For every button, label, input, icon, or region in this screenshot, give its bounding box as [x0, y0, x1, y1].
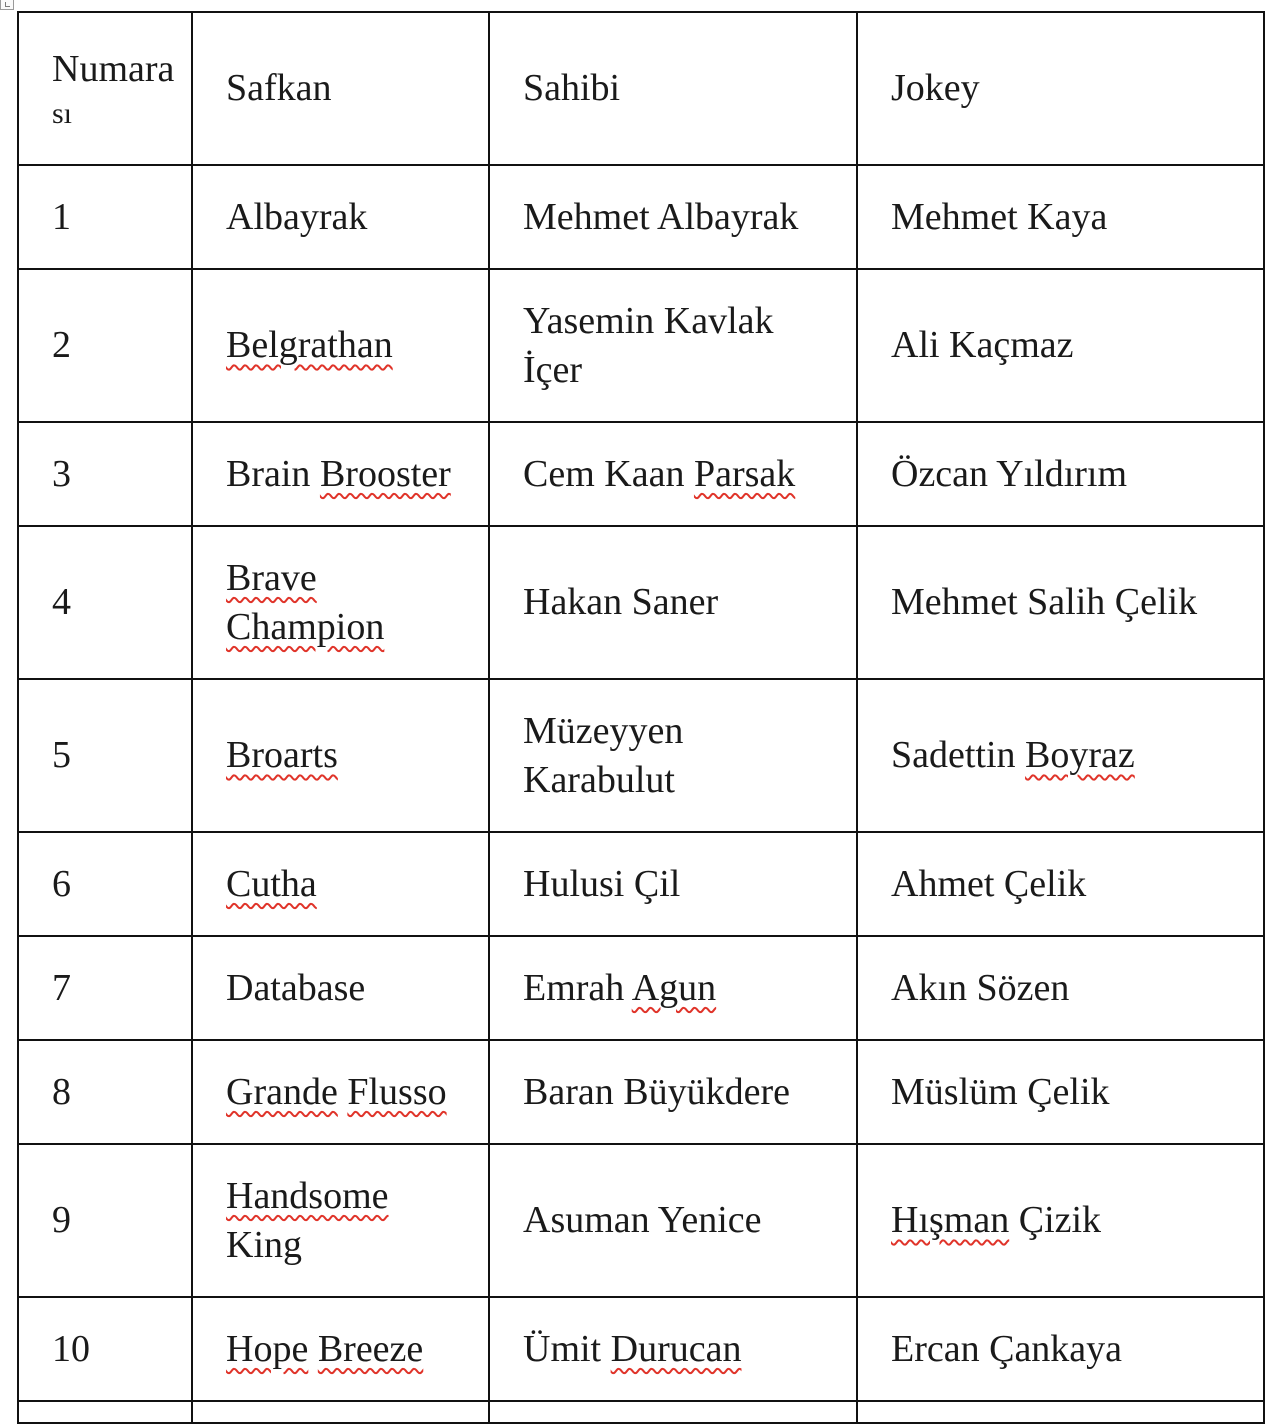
cell-sahibi[interactable]: Hakan Saner — [489, 526, 857, 679]
cell-jokey[interactable]: Mehmet Salih Çelik — [857, 526, 1264, 679]
cell-jokey[interactable] — [857, 679, 1264, 832]
cell-safkan-part1: Grande — [226, 1070, 338, 1113]
cell-jokey[interactable]: Ali Kaçmaz — [857, 269, 1264, 422]
cell-safkan[interactable] — [192, 1297, 489, 1401]
cell-safkan-line1: Handsome — [226, 1174, 389, 1217]
cell-safkan[interactable] — [192, 1040, 489, 1144]
cell-safkan-part2: Brooster — [319, 452, 451, 495]
cell-numara[interactable]: 6 — [18, 832, 192, 936]
cell-sahibi-part2: Durucan — [610, 1327, 742, 1370]
cell-sahibi-line2: İçer — [523, 348, 583, 391]
cell-safkan[interactable] — [192, 526, 489, 679]
table-header-row — [18, 12, 1264, 165]
cell-numara[interactable]: 8 — [18, 1040, 192, 1144]
cell-jokey-part1: Sadettin — [891, 734, 1016, 776]
cell-jokey[interactable]: Ahmet Çelik — [857, 832, 1264, 936]
cell-sahibi[interactable] — [489, 269, 857, 422]
cell-safkan[interactable] — [192, 422, 489, 526]
cell-sahibi[interactable]: Hulusi Çil — [489, 832, 857, 936]
cell-safkan[interactable]: Albayrak — [192, 165, 489, 269]
cell-sahibi-part2: Parsak — [693, 452, 796, 495]
cell-safkan-part1: Brain — [226, 452, 311, 495]
cell-safkan[interactable] — [192, 1401, 489, 1423]
cell-numara[interactable]: 5 — [18, 679, 192, 832]
cell-safkan-text: Cutha — [226, 862, 317, 905]
cell-safkan-part1: Hope — [226, 1327, 309, 1370]
cell-sahibi-part2: Agun — [631, 966, 717, 1009]
cell-jokey[interactable]: Mehmet Kaya — [857, 165, 1264, 269]
table-row — [18, 832, 1264, 936]
cell-numara[interactable]: 7 — [18, 936, 192, 1040]
cell-jokey[interactable]: Müslüm Çelik — [857, 1040, 1264, 1144]
cell-safkan-part2: Flusso — [347, 1070, 447, 1113]
cell-sahibi-line2: Karabulut — [523, 758, 675, 801]
cell-safkan-line2: Champion — [226, 605, 385, 648]
cell-numara[interactable]: 4 — [18, 526, 192, 679]
table-row — [18, 165, 1264, 269]
cell-safkan-line1: Brave — [226, 556, 317, 599]
cell-safkan[interactable] — [192, 269, 489, 422]
cell-safkan[interactable]: Database — [192, 936, 489, 1040]
cell-sahibi[interactable] — [489, 936, 857, 1040]
header-numara[interactable] — [18, 12, 192, 165]
table-row — [18, 422, 1264, 526]
header-sahibi[interactable]: Sahibi — [489, 12, 857, 165]
table-row — [18, 1297, 1264, 1401]
cell-sahibi-line1: Yasemin Kavlak — [523, 299, 774, 342]
cell-jokey-part2: Çizik — [1018, 1199, 1102, 1241]
cell-safkan-line2: King — [226, 1223, 302, 1266]
horse-race-table — [17, 11, 1265, 1424]
cell-jokey[interactable]: Akın Sözen — [857, 936, 1264, 1040]
table-row-partial — [18, 1401, 1264, 1423]
table-row — [18, 936, 1264, 1040]
cell-safkan[interactable] — [192, 1144, 489, 1297]
table-row — [18, 269, 1264, 422]
cell-jokey-part1: Hışman — [891, 1199, 1010, 1241]
cell-sahibi-part1: Ümit — [523, 1327, 602, 1370]
cell-numara[interactable]: 1 — [18, 165, 192, 269]
table-row — [18, 526, 1264, 679]
cell-jokey[interactable]: Ercan Çankaya — [857, 1297, 1264, 1401]
cell-safkan[interactable] — [192, 832, 489, 936]
header-safkan[interactable]: Safkan — [192, 12, 489, 165]
header-jokey[interactable]: Jokey — [857, 12, 1264, 165]
table-row — [18, 1144, 1264, 1297]
cell-numara[interactable] — [18, 1401, 192, 1423]
cell-sahibi[interactable]: Mehmet Albayrak — [489, 165, 857, 269]
cell-sahibi[interactable] — [489, 422, 857, 526]
cell-numara[interactable]: 2 — [18, 269, 192, 422]
cell-safkan-part2: Breeze — [317, 1327, 424, 1370]
cell-sahibi[interactable]: Asuman Yenice — [489, 1144, 857, 1297]
cell-sahibi-part1: Cem Kaan — [523, 452, 685, 495]
cell-jokey-part2: Boyraz — [1025, 734, 1135, 776]
header-numara-line2: sı — [52, 96, 73, 130]
cell-safkan-text: Broarts — [226, 734, 338, 776]
cell-jokey[interactable] — [857, 1401, 1264, 1423]
cell-sahibi[interactable] — [489, 1297, 857, 1401]
cell-numara[interactable]: 3 — [18, 422, 192, 526]
header-numara-line1: Numara — [52, 47, 175, 90]
cell-numara[interactable]: 10 — [18, 1297, 192, 1401]
cell-sahibi[interactable] — [489, 1401, 857, 1423]
cell-sahibi[interactable]: Baran Büyükdere — [489, 1040, 857, 1144]
cell-safkan-text: Belgrathan — [226, 324, 393, 366]
cell-sahibi-part1: Emrah — [523, 966, 625, 1009]
table-row — [18, 1040, 1264, 1144]
cell-sahibi-line1: Müzeyyen — [523, 709, 684, 752]
table-move-handle-icon[interactable] — [0, 0, 14, 10]
table-row — [18, 679, 1264, 832]
cell-jokey[interactable] — [857, 1144, 1264, 1297]
cell-numara[interactable]: 9 — [18, 1144, 192, 1297]
cell-jokey[interactable]: Özcan Yıldırım — [857, 422, 1264, 526]
cell-safkan[interactable] — [192, 679, 489, 832]
cell-sahibi[interactable] — [489, 679, 857, 832]
